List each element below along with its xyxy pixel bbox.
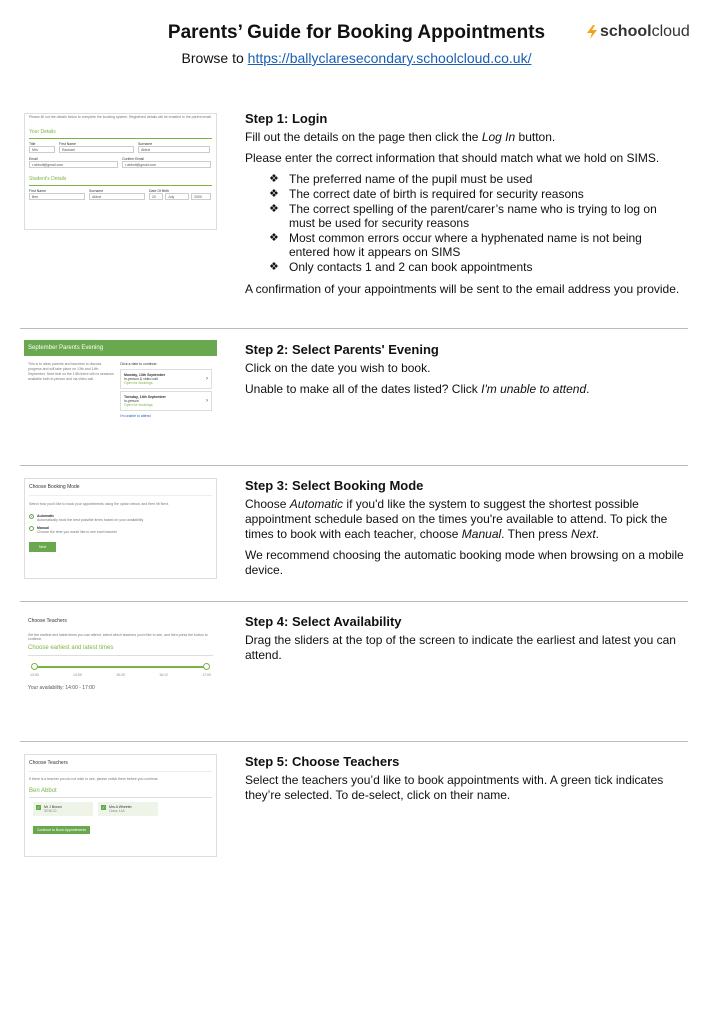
step-5-p1: Select the teachers you’d like to book appointments with. A green tick indicates they’re selected. To de-select, click on their name.	[245, 773, 664, 802]
step-3-heading: Step 3: Select Booking Mode	[245, 478, 424, 493]
slider-end-handle[interactable]	[203, 663, 210, 670]
step-3-p2: We recommend choosing the automatic booking mode when browsing on a mobile device.	[245, 548, 684, 577]
list-item: ❖ The preferred name of the pupil must be used	[269, 172, 533, 186]
step-2-p2: Unable to make all of the dates listed? Click I'm unable to attend.	[245, 382, 590, 396]
radio-unselected-icon	[29, 526, 34, 531]
confirm-email-field[interactable]: r.abbott@gmail.com	[122, 161, 211, 168]
step-1-p3: A confirmation of your appointments will be sent to the email address you provide.	[245, 282, 680, 296]
title-select[interactable]: Mrs	[29, 146, 55, 153]
manual-option[interactable]: Manual Choose the time you would like to see each teacher	[25, 524, 216, 536]
step-4-heading: Step 4: Select Availability	[245, 614, 402, 629]
divider	[20, 741, 688, 742]
step-3-p1: Choose Automatic if you'd like the system to suggest the shortest possible appointment schedule based on the times you're available to attend. To pick the times to book with each teacher, choose Manual. Then press Next.	[245, 497, 668, 541]
radio-selected-icon	[29, 514, 34, 519]
dob-year-select[interactable]: 2000	[191, 193, 211, 200]
step-1-p2: Please enter the correct information that should match what we hold on SIMS.	[245, 151, 660, 165]
step-3-section	[245, 478, 685, 584]
diamond-bullet-icon: ❖	[269, 203, 279, 215]
step-5-heading: Step 5: Choose Teachers	[245, 754, 400, 769]
chevron-right-icon: ›	[206, 376, 208, 382]
diamond-bullet-icon: ❖	[269, 232, 279, 244]
teacher-option-2[interactable]: ✓ Mrs A Wheeler Class 11A	[98, 802, 158, 816]
lightning-icon	[586, 25, 598, 39]
step-2-heading: Step 2: Select Parents' Evening	[245, 342, 439, 357]
choose-teachers-screenshot: Choose Teachers If there is a teacher you do not wish to see, please untick them before you continue. Ben Abbot ✓ Mr J Brown SENCO ✓ Mrs A Wheeler Class 11A Continue to Book Appointments	[24, 754, 217, 857]
browse-line	[0, 50, 713, 66]
surname-field[interactable]: Abbot	[138, 146, 210, 153]
login-screenshot: Please fill out the details below to complete the booking system. Registered details will be emailed to the parent email. Your Details Title Mrs First Name Rachael Surname Abbot Email r.abbott@gmail.com Confirm Email r.abbott@gmail.com Student's Details First Name Ben Surname Abbot Date Of Birth 20 July 2000	[24, 113, 217, 230]
divider	[20, 465, 688, 466]
checkbox-checked-icon: ✓	[36, 805, 41, 810]
date-option-1[interactable]: Monday, 13th September In-person & video call Open for bookings ›	[120, 369, 212, 389]
slider-start-handle[interactable]	[31, 663, 38, 670]
student-surname-field[interactable]: Abbot	[89, 193, 145, 200]
email-field[interactable]: r.abbott@gmail.com	[29, 161, 118, 168]
step-1-section	[245, 111, 685, 303]
booking-mode-screenshot: Choose Booking Mode Select how you'd like to book your appointments using the option below, and then hit Next. Automatic Automatically book the best possible times based on your availability Manual Choose the time you would like to see each teacher Next	[24, 478, 217, 579]
logo-school-text: school	[600, 23, 652, 40]
schoolcloud-logo	[586, 23, 690, 41]
step-4-p1: Drag the sliders at the top of the screen to indicate the earliest and latest you can attend.	[245, 633, 676, 662]
divider	[20, 601, 688, 602]
time-range-slider[interactable]	[34, 662, 207, 672]
page-title: Parents’ Guide for Booking Appointments	[167, 22, 546, 43]
school-url-link[interactable]: https://ballyclaresecondary.schoolcloud.co.uk/	[247, 50, 532, 66]
dob-day-select[interactable]: 20	[149, 193, 163, 200]
dob-month-select[interactable]: July	[165, 193, 189, 200]
list-item: ❖ Most common errors occur where a hyphenated name is not being entered how it appears on SIMS	[269, 231, 642, 259]
step-5-section	[245, 754, 685, 809]
diamond-bullet-icon: ❖	[269, 261, 279, 273]
continue-button[interactable]: Continue to Book Appointments	[33, 826, 90, 834]
step-1-bullet-list	[269, 172, 685, 274]
step-1-heading: Step 1: Login	[245, 111, 328, 126]
next-button[interactable]: Next	[29, 542, 56, 552]
step-2-p1: Click on the date you wish to book.	[245, 361, 431, 375]
step-2-section	[245, 342, 685, 403]
automatic-option[interactable]: Automatic Automatically book the best possible times based on your availability	[25, 512, 216, 524]
step-4-section	[245, 614, 685, 669]
checkbox-checked-icon: ✓	[101, 805, 106, 810]
teacher-option-1[interactable]: ✓ Mr J Brown SENCO	[33, 802, 93, 816]
student-first-name-field[interactable]: Ben	[29, 193, 85, 200]
divider	[20, 328, 688, 329]
browse-prefix: Browse to	[181, 50, 248, 66]
diamond-bullet-icon: ❖	[269, 188, 279, 200]
list-item: ❖ Only contacts 1 and 2 can book appointments	[269, 260, 533, 274]
date-option-2[interactable]: Tuesday, 14th September In-person Open for bookings ›	[120, 391, 212, 411]
step-1-p1: Fill out the details on the page then click the Log In button.	[245, 130, 556, 144]
availability-screenshot: Choose Teachers Set the earliest and latest times you can attend, select which teachers you'd like to see, and then press the button to continue. Choose earliest and latest times 13:00 14:00 15:20 16:12 17:00 Your availability: 14:00 - 17:00	[24, 614, 217, 710]
logo-cloud-text: cloud	[651, 23, 690, 40]
list-item: ❖ The correct spelling of the parent/carer’s name who is trying to log on must be used for security reasons	[269, 202, 657, 230]
parents-evening-screenshot: September Parents Evening This is to allow parents and teachers to discuss progress and will take place on 13th and 14th September. Note that on the 13th there will no sessions available both in-person and via video call. Click a date to continue: Monday, 13th September In-person & video call Open for bookings › Tuesday, 14th September In-person Open for bookings › I'm unable to attend	[24, 340, 217, 444]
unable-to-attend-link[interactable]: I'm unable to attend	[120, 414, 151, 418]
diamond-bullet-icon: ❖	[269, 173, 279, 185]
chevron-right-icon: ›	[206, 398, 208, 404]
list-item: ❖ The correct date of birth is required for security reasons	[269, 187, 584, 201]
first-name-field[interactable]: Rachael	[59, 146, 134, 153]
